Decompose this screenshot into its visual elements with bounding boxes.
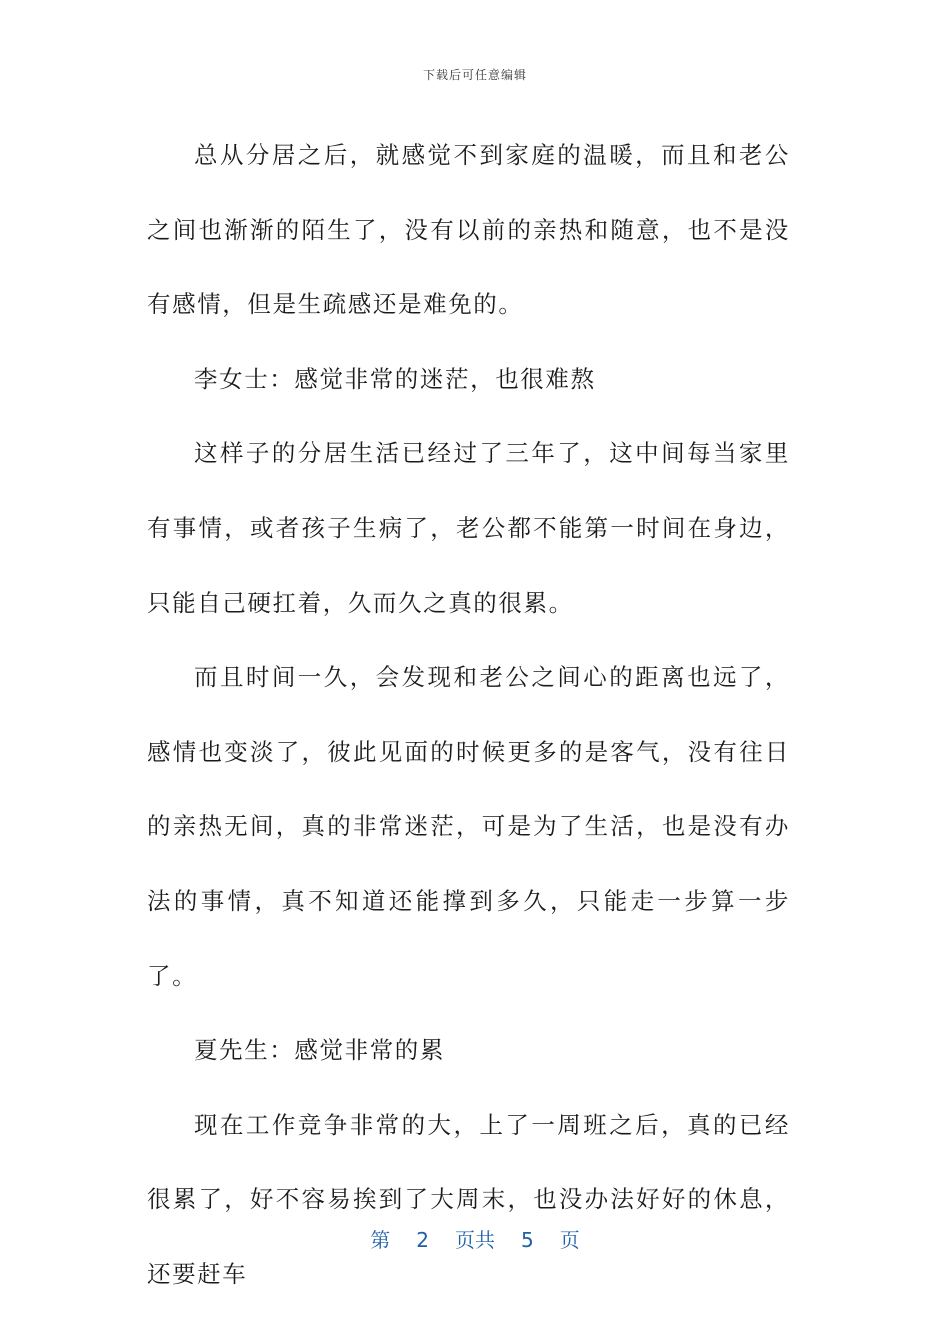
- footer-page-number: 2: [416, 1228, 429, 1252]
- footer-suffix: 页: [559, 1228, 580, 1252]
- page-header: 下载后可任意编辑: [422, 68, 527, 82]
- footer-prefix: 第: [370, 1228, 391, 1252]
- paragraph: 总从分居之后，就感觉不到家庭的温暖，而且和老公之间也渐渐的陌生了，没有以前的亲热和随意，也不是没有感情，但是生疏感还是难免的。: [147, 141, 790, 319]
- section-heading: 李女士：感觉非常的迷茫，也很难熬: [194, 364, 596, 393]
- section-heading: 夏先生：感觉非常的累: [194, 1036, 445, 1065]
- footer-total-pages: 5: [521, 1228, 534, 1252]
- page-footer: [0, 1224, 950, 1253]
- paragraph: 现在工作竞争非常的大，上了一周班之后，真的已经很累了，好不容易挨到了大周末，也没办法好好的休息，还要赶车: [147, 1110, 790, 1288]
- footer-middle: 页共: [455, 1228, 495, 1252]
- paragraph: 而且时间一久，会发现和老公之间心的距离也远了，感情也变淡了，彼此见面的时候更多的是客气，没有往日的亲热无间，真的非常迷茫，可是为了生活，也是没有办法的事情，真不知道还能撑到多久，只能走一步算一步了。: [147, 663, 790, 990]
- paragraph: 这样子的分居生活已经过了三年了，这中间每当家里有事情，或者孩子生病了，老公都不能第一时间在身边，只能自己硬扛着，久而久之真的很累。: [147, 439, 790, 617]
- document-body: [147, 118, 790, 1312]
